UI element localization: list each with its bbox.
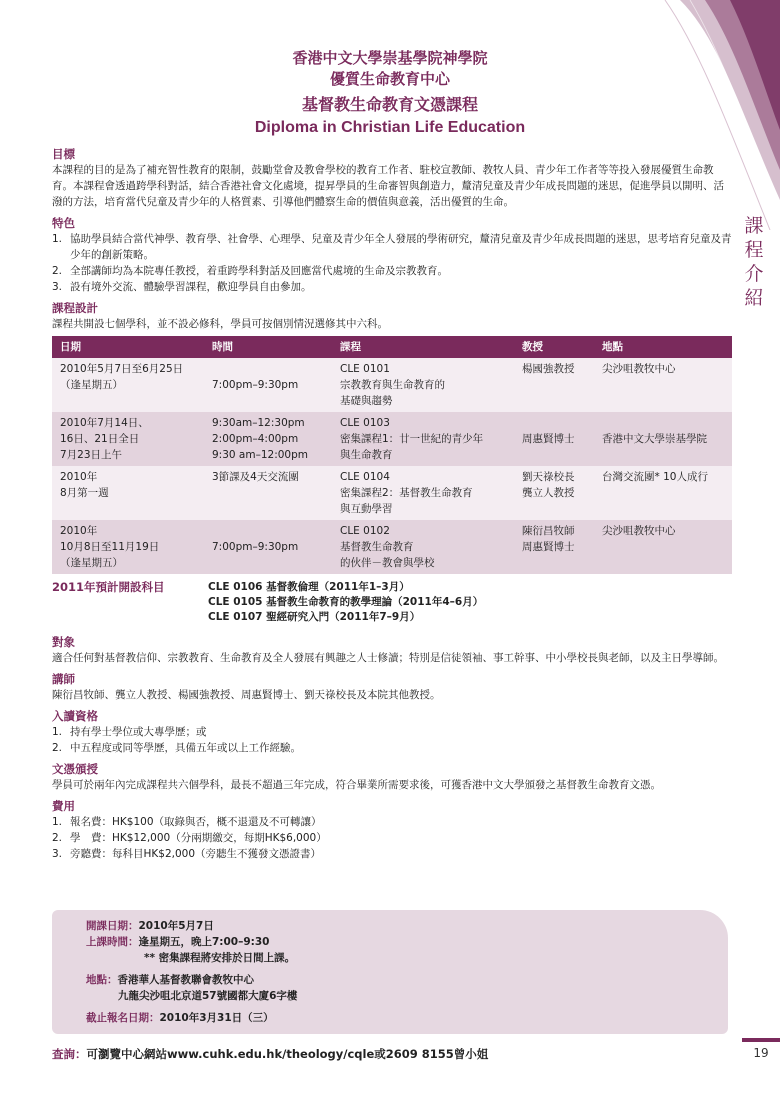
cell-line: （逢星期五） — [60, 379, 123, 391]
cell-line: 龔立人教授 — [522, 487, 575, 499]
cell-line — [212, 523, 324, 539]
col-date: 日期 — [52, 336, 204, 358]
cell-line: 2010年 — [60, 471, 98, 483]
cell-line — [212, 501, 324, 517]
cell-line: 密集課程2：基督教生命教育 — [340, 487, 473, 499]
features-list — [52, 231, 732, 295]
cell-venue — [594, 520, 732, 574]
planned-heading: 2011年預計開設科目 — [52, 580, 165, 594]
admission-list — [52, 724, 732, 756]
cell-venue — [594, 412, 732, 466]
cell-line: 與互動學習 — [340, 503, 393, 515]
cell-date — [52, 358, 204, 412]
col-course: 課程 — [332, 336, 514, 358]
cell-line: 2:00pm–4:00pm — [212, 433, 299, 445]
enquiry-label: 查詢： — [52, 1047, 87, 1061]
cell-professor — [514, 466, 594, 520]
cell-date — [52, 466, 204, 520]
table-row — [52, 520, 732, 574]
table-row — [52, 412, 732, 466]
cell-line: 3節課及4天交流團 — [212, 471, 299, 483]
class-time-value: 逢星期五，晚上7:00–9:30 — [138, 936, 270, 948]
cell-professor — [514, 412, 594, 466]
cell-line: 基督教生命教育 — [340, 541, 414, 553]
table-row — [52, 466, 732, 520]
cell-line: 2010年 — [60, 525, 98, 537]
cell-line: 台灣交流團* 10人成行 — [602, 471, 708, 483]
cell-time — [204, 466, 332, 520]
design-text: 課程共開設七個學科，並不設必修科，學員可按個別情況選修其中六科。 — [52, 318, 388, 330]
lecturers-text: 陳衍昌牧師、龔立人教授、楊國強教授、周惠賢博士、劉天祿校長及本院其他教授。 — [52, 689, 441, 701]
cell-line: 劉天祿校長 — [522, 471, 575, 483]
admission-heading: 入讀資格 — [52, 709, 98, 723]
cell-line: CLE 0104 — [340, 471, 390, 483]
lecturers-heading: 講師 — [52, 672, 75, 686]
cell-line — [60, 501, 196, 517]
page-number-bar — [742, 1038, 780, 1042]
key-info-box — [52, 910, 728, 1034]
cell-line: 密集課程1：廿一世紀的青少年 — [340, 433, 484, 445]
cell-line: 楊國強教授 — [522, 363, 575, 375]
cell-time — [204, 412, 332, 466]
cell-line: 2010年7月14日、 — [60, 417, 149, 429]
list-item: 2. 中五程度或同等學歷，具備五年或以上工作經驗。 — [52, 742, 301, 754]
class-time-note: ** 密集課程將安排於日間上課。 — [144, 952, 296, 964]
start-date-value: 2010年5月7日 — [138, 920, 214, 932]
cell-line: 尖沙咀教牧中心 — [602, 363, 676, 375]
cell-line: 基礎與趨勢 — [340, 395, 393, 407]
cell-line: 16日、21日全日 — [60, 433, 140, 445]
cell-line: 10月8日至11月19日 — [60, 541, 160, 553]
fees-list — [52, 814, 732, 862]
planned-course: CLE 0105 基督教生命教育的教學理論（2011年4–6月） — [208, 596, 484, 608]
cell-line — [522, 415, 586, 431]
venue-line-2: 九龍尖沙咀北京道57號國都大廈6字樓 — [118, 990, 298, 1002]
list-item: 1. 報名費：HK$100（取錄與否，概不退還及不可轉讓） — [52, 816, 322, 828]
cell-course — [332, 358, 514, 412]
class-time-label: 上課時間： — [86, 936, 139, 948]
cell-line — [212, 485, 324, 501]
cell-line: CLE 0101 — [340, 363, 390, 375]
list-item: 2. 全部講師均為本院專任教授，着重跨學科對話及回應當代處境的生命及宗教教育。 — [52, 265, 448, 277]
cell-line: 陳衍昌牧師 — [522, 525, 575, 537]
centre-name: 優質生命教育中心 — [329, 70, 450, 88]
cell-line: 9:30 am–12:00pm — [212, 449, 308, 461]
enquiry-line — [52, 1046, 488, 1062]
programme-title-zh: 基督教生命教育文憑課程 — [301, 95, 478, 114]
cell-line: 周惠賢博士 — [522, 433, 575, 445]
venue-line-1: 香港華人基督教聯會教牧中心 — [117, 974, 254, 986]
cell-date — [52, 412, 204, 466]
cell-line — [212, 361, 324, 377]
cell-line: 宗教教育與生命教育的 — [340, 379, 445, 391]
col-time: 時間 — [204, 336, 332, 358]
cell-line — [212, 393, 324, 409]
design-heading: 課程設計 — [52, 301, 98, 315]
planned-courses — [52, 580, 732, 625]
cell-venue — [594, 466, 732, 520]
schedule-table — [52, 336, 732, 574]
page-header — [0, 48, 780, 139]
venue-label: 地點： — [86, 974, 118, 986]
diploma-text: 學員可於兩年內完成課程共六個學科，最長不超過三年完成，符合畢業所需要求後，可獲香港中文大學頒發之基督教生命教育文憑。 — [52, 779, 661, 791]
table-row — [52, 358, 732, 412]
objectives-text: 本課程的目的是為了補充智性教育的限制，鼓勵堂會及教會學校的教育工作者、駐校宣教師、教牧人員、青少年工作者等等投入發展優質生命教育。本課程會透過跨學科對話，結合香港社會文化處境，提昇學員的生命審智與創造力，釐清兒童及青少年成長問題的迷思，促進學員以開明、活潑的方法，培育當代兒童及青少年的人格質素、引導他們體察生命的價值與意義，活出優質的生命。 — [52, 164, 724, 208]
audience-heading: 對象 — [52, 635, 75, 649]
cell-line: 8月第一週 — [60, 487, 109, 499]
cell-line — [212, 555, 324, 571]
features-heading: 特色 — [52, 216, 75, 230]
list-item: 1. 協助學員結合當代神學、教育學、社會學、心理學、兒童及青少年全人發展的學術研究，釐清兒童及青少年成長問題的迷思，思考培育兒童及青少年的創新策略。 — [52, 233, 732, 261]
cell-line: 尖沙咀教牧中心 — [602, 525, 676, 537]
col-professor: 教授 — [514, 336, 594, 358]
main-content — [52, 141, 732, 862]
cell-line — [522, 377, 586, 393]
cell-line: 與生命教育 — [340, 449, 393, 461]
list-item: 1. 持有學士學位或大專學歷；或 — [52, 726, 207, 738]
cell-venue — [594, 358, 732, 412]
cell-course — [332, 466, 514, 520]
programme-title-en: Diploma in Christian Life Education — [254, 119, 526, 136]
enquiry-text[interactable]: 可瀏覽中心網站www.cuhk.edu.hk/theology/cqle或2609 8155曾小姐 — [86, 1047, 489, 1061]
cell-professor — [514, 358, 594, 412]
cell-course — [332, 520, 514, 574]
cell-time — [204, 520, 332, 574]
deadline-label: 截止報名日期： — [86, 1012, 160, 1024]
audience-text: 適合任何對基督教信仰、宗教教育、生命教育及全人發展有興趣之人士修讀；特別是信徒領袖、事工幹事、中小學校長與老師，以及主日學導師。 — [52, 652, 724, 664]
objectives-heading: 目標 — [52, 147, 75, 161]
cell-line: 9:30am–12:30pm — [212, 417, 305, 429]
cell-line: 2010年5月7日至6月25日 — [60, 363, 184, 375]
cell-line: 周惠賢博士 — [522, 541, 575, 553]
cell-line: （逢星期五） — [60, 557, 123, 569]
cell-professor — [514, 520, 594, 574]
page-number: 19 — [753, 1046, 769, 1060]
col-venue: 地點 — [594, 336, 732, 358]
deadline-value: 2010年3月31日（三） — [159, 1012, 274, 1024]
cell-line: 香港中文大學崇基學院 — [602, 433, 707, 445]
cell-line: 7月23日上午 — [60, 449, 123, 461]
cell-line — [60, 393, 196, 409]
list-item: 2. 學 費：HK$12,000（分兩期繳交，每期HK$6,000） — [52, 832, 327, 844]
cell-line: CLE 0103 — [340, 417, 390, 429]
planned-course: CLE 0107 聖經研究入門（2011年7–9月） — [208, 611, 421, 623]
cell-time — [204, 358, 332, 412]
cell-line: CLE 0102 — [340, 525, 390, 537]
cell-line: 7:00pm–9:30pm — [212, 379, 299, 391]
institution-name: 香港中文大學崇基學院神學院 — [292, 49, 488, 67]
list-item: 3. 設有境外交流、體驗學習課程，歡迎學員自由參加。 — [52, 281, 312, 293]
cell-line: 的伙伴－教會與學校 — [340, 557, 435, 569]
list-item: 3. 旁聽費：每科目HK$2,000（旁聽生不獲發文憑證書） — [52, 848, 322, 860]
fees-heading: 費用 — [52, 799, 75, 813]
cell-line — [602, 415, 724, 431]
cell-course — [332, 412, 514, 466]
side-section-label: 課 程 介 紹 — [744, 215, 764, 309]
planned-course: CLE 0106 基督教倫理（2011年1–3月） — [208, 581, 410, 593]
cell-date — [52, 520, 204, 574]
table-header-row — [52, 336, 732, 358]
start-date-label: 開課日期： — [86, 920, 139, 932]
diploma-heading: 文憑頒授 — [52, 762, 98, 776]
cell-line: 7:00pm–9:30pm — [212, 541, 299, 553]
